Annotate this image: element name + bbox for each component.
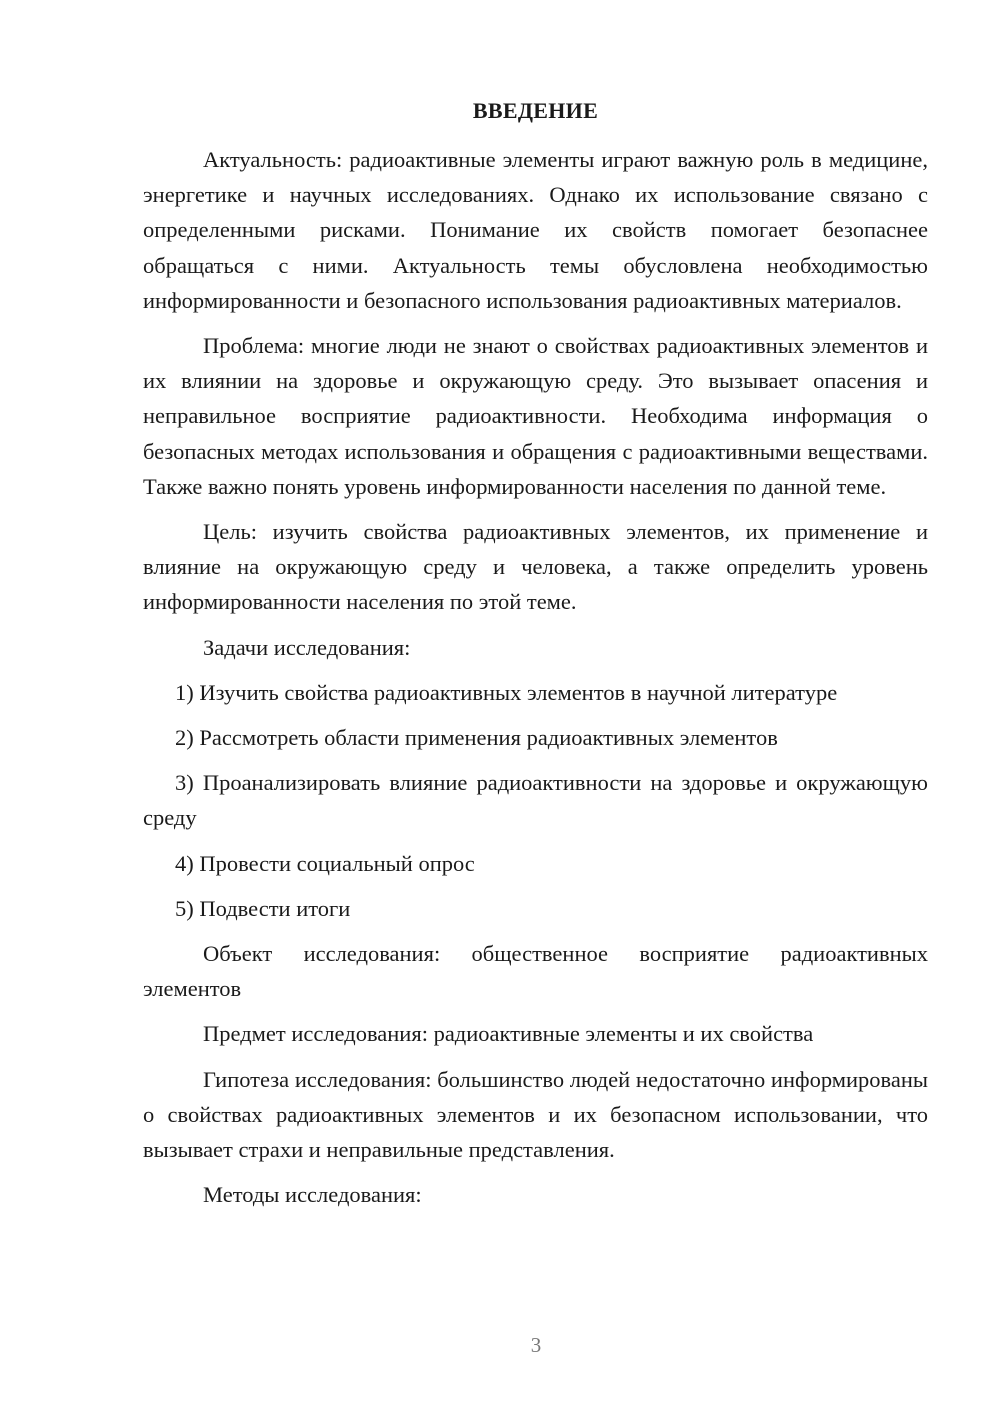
- paragraph-object: Объект исследования: общественное восприятие радиоактивных элементов: [143, 941, 928, 1002]
- list-item: 4) Провести социальный опрос: [175, 850, 475, 876]
- paragraph-relevance: Актуальность: радиоактивные элементы играют важную роль в медицине, энергетике и научных исследованиях. Однако их использование связано с определенными рисками. Понимание их свойств помогает безопаснее обращаться с ними. Актуальность темы обусловлена необходимостью информированности и безопасного использования радиоактивных материалов.: [143, 147, 928, 313]
- tasks-list: [143, 675, 928, 926]
- document-body: [143, 142, 928, 1222]
- paragraph-methods: Методы исследования:: [203, 1182, 422, 1208]
- paragraph-problem: Проблема: многие люди не знают о свойствах радиоактивных элементов и их влиянии на здоровье и окружающую среду. Это вызывает опасения и неправильное восприятие радиоактивности. Необходима информация о безопасных методах использования и обращения с радиоактивными веществами. Также важно понять уровень информированности населения по данной теме.: [143, 333, 928, 499]
- paragraph-hypothesis: Гипотеза исследования: большинство людей недостаточно информированы о свойствах радиоактивных элементов и их безопасном использовании, что вызывает страхи и неправильные представления.: [143, 1066, 928, 1163]
- list-item: 2) Рассмотреть области применения радиоактивных элементов: [175, 725, 778, 751]
- paragraph-subject: Предмет исследования: радиоактивные элементы и их свойства: [203, 1021, 814, 1047]
- paragraph-tasks-intro: Задачи исследования:: [203, 634, 411, 660]
- list-item: 5) Подвести итоги: [175, 895, 351, 921]
- section-heading: ВВЕДЕНИЕ: [472, 98, 599, 123]
- list-item: 3) Проанализировать влияние радиоактивности на здоровье и окружающую среду: [143, 770, 928, 831]
- list-item: 1) Изучить свойства радиоактивных элементов в научной литературе: [175, 679, 838, 705]
- paragraph-goal: Цель: изучить свойства радиоактивных элементов, их применение и влияние на окружающую среду и человека, а также определить уровень информированности населения по этой теме.: [143, 519, 928, 615]
- page-number: 3: [530, 1333, 542, 1357]
